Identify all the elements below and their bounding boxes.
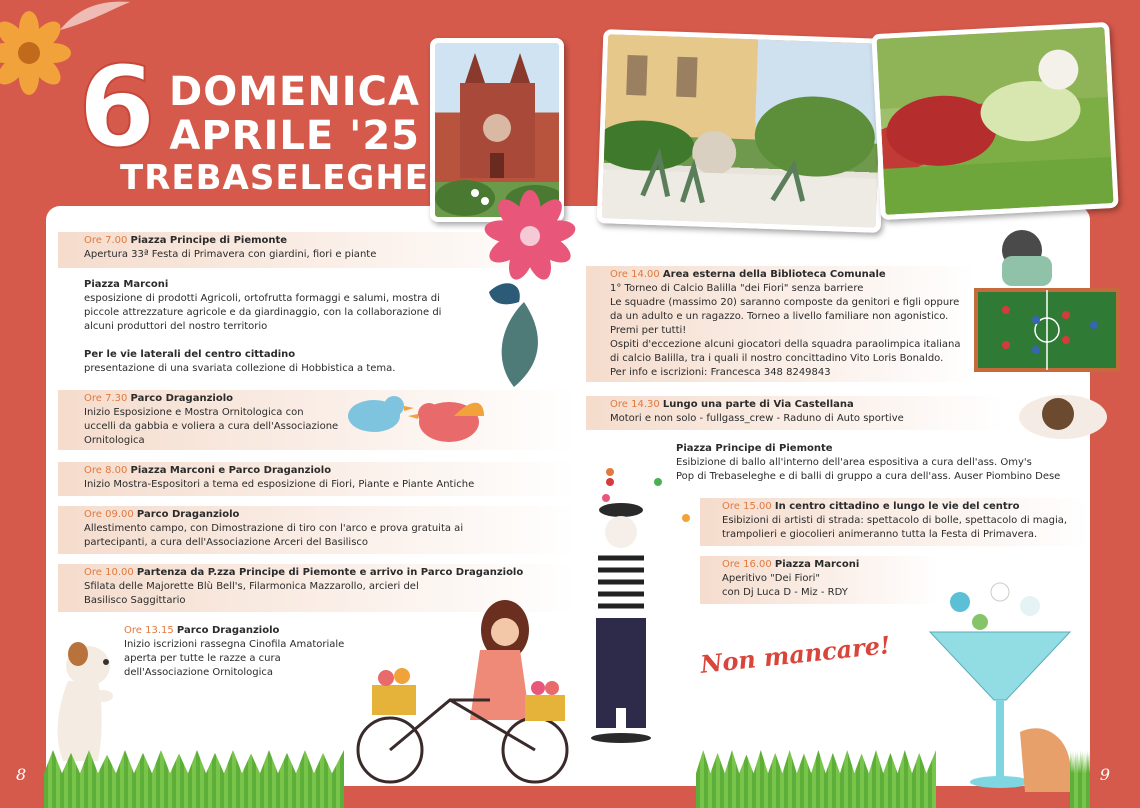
event-description: Sfilata delle Majorette Blù Bell's, Filarmonica Mazzarollo, arcieri del [84, 581, 419, 592]
month-year: APRILE '25 [169, 113, 420, 159]
event-15-00 [700, 498, 1090, 546]
event-place: Piazza Marconi [774, 559, 860, 570]
ball-icon [1018, 392, 1108, 442]
event-description: alcuni produttori del nostro territorio [84, 321, 268, 332]
event-place: Parco Draganziolo [176, 625, 280, 636]
event-description: Allestimento campo, con Dimostrazione di tiro con l'arco e prova gratuita ai [84, 523, 464, 534]
event-8-00 [58, 462, 578, 496]
leaf-icon [60, 0, 130, 40]
event-time: Ore 7.00 [84, 235, 128, 246]
event-description: Apertura 33ª Festa di Primavera con giardini, fiori e piante [84, 249, 377, 260]
event-description: presentazione di una svariata collezione di Hobbistica a tema. [84, 363, 396, 374]
cyclist-icon [350, 590, 580, 790]
event-description: Le squadre (massimo 20) saranno composte da genitori e figli oppure [610, 297, 960, 308]
event-description: Motori e non solo - fullgass_crew - Raduno di Auto sportive [610, 413, 904, 424]
pink-flower-icon [484, 192, 584, 392]
event-time: Ore 10.00 [84, 567, 134, 578]
event-place: Parco Draganziolo [130, 393, 233, 404]
weekday: DOMENICA [168, 69, 420, 115]
slogan: Non mancare! [699, 630, 892, 679]
mime-juggler-icon [566, 500, 716, 750]
cocktail-glass-icon [930, 582, 1070, 792]
event-description: Esibizioni di artisti di strada: spettacolo di bolle, spettacolo di magia, [722, 515, 1068, 526]
event-time: Ore 13.15 [124, 625, 174, 636]
event-time: Ore 16.00 [722, 559, 772, 570]
event-description: Ornitologica [84, 435, 145, 446]
page-number-left: 8 [16, 765, 27, 784]
event-dance [676, 442, 1096, 484]
event-description: Aperitivo "Dei Fiori" [722, 573, 820, 584]
event-piazza-marconi [84, 278, 504, 334]
event-description: esposizione di prodotti Agricoli, ortofrutta formaggi e salumi, mostra di [84, 293, 440, 304]
event-description: dell'Associazione Ornitologica [124, 667, 274, 678]
event-day-number: 6 [78, 43, 156, 173]
event-description: 1° Torneo di Calcio Balilla "dei Fiori" senza barriere [610, 283, 864, 294]
event-place: Piazza Marconi e Parco Draganziolo [130, 465, 332, 476]
foosball-table-icon [976, 220, 1126, 390]
birds-icon [334, 386, 494, 450]
event-description: Per info e iscrizioni: Francesca 348 8249843 [610, 367, 831, 378]
event-description: Premi per tutti! [610, 325, 687, 336]
event-description: partecipanti, a cura dell'Associazione Arceri del Basilisco [84, 537, 369, 548]
event-9-00 [58, 506, 578, 554]
event-description: Inizio Esposizione e Mostra Ornitologica con [84, 407, 304, 418]
garden-photo [597, 29, 888, 233]
event-place: Lungo una parte di Via Castellana [662, 399, 854, 410]
event-time: Ore 14.00 [610, 269, 660, 280]
event-description: Pop di Trebaseleghe e di balli di gruppo a cura dell'ass. Auser Piombino Dese [676, 471, 1061, 482]
page-number-right: 9 [1099, 765, 1110, 784]
event-description: aperta per tutte le razze a cura [124, 653, 281, 664]
dog-icon [28, 636, 118, 766]
event-place: Partenza da P.zza Principe di Piemonte e arrivo in Parco Draganziolo [136, 567, 524, 578]
event-7-30 [58, 390, 578, 450]
event-description: di calcio Balilla, tra i quali il nostro concittadino Vito Loris Bonaldo. [610, 353, 944, 364]
event-place: Piazza Principe di Piemonte [676, 443, 833, 454]
event-time: Ore 14.30 [610, 399, 660, 410]
event-place: Piazza Principe di Piemonte [130, 235, 288, 246]
event-description: uccelli da gabbia e voliera a cura dell'Associazione [84, 421, 339, 432]
event-time: Ore 09.00 [84, 509, 134, 520]
event-place: In centro cittadino e lungo le vie del centro [774, 501, 1020, 512]
event-date-heading [120, 69, 430, 198]
event-place: Per le vie laterali del centro cittadino [84, 349, 296, 360]
event-description: trampolieri e giocolieri animeranno tutta la Festa di Primavera. [722, 529, 1038, 540]
event-16-00 [700, 556, 940, 604]
event-description: Basilisco Saggittario [84, 595, 186, 606]
event-description: piccole attrezzature agricole e da giardinaggio, con la collaborazione di [84, 307, 442, 318]
event-time: Ore 15.00 [722, 501, 772, 512]
event-14-00 [586, 266, 976, 382]
event-place: Area esterna della Biblioteca Comunale [662, 269, 886, 280]
event-description: Inizio Mostra-Espositori a tema ed esposizione di Fiori, Piante e Piante Antiche [84, 479, 475, 490]
event-time: Ore 7.30 [84, 393, 128, 404]
flowerbed-photo [871, 22, 1118, 220]
event-14-30 [586, 396, 1006, 430]
event-description: con Dj Luca D - Miz - RDY [722, 587, 848, 598]
event-description: da un adulto e un ragazzo. Torneo a livello familiare non agonistico. [610, 311, 949, 322]
event-description: Ospiti d'eccezione alcuni giocatori della squadra paraolimpica italiana [610, 339, 961, 350]
event-time: Ore 8.00 [84, 465, 128, 476]
event-description: Inizio iscrizioni rassegna Cinofila Amatoriale [124, 639, 345, 650]
event-hobbistica [84, 348, 504, 376]
event-place: Parco Draganziolo [136, 509, 240, 520]
town-name: TREBASELEGHE [120, 158, 430, 198]
event-description: Esibizione di ballo all'interno dell'area espositiva a cura dell'ass. Omy's [676, 457, 1032, 468]
event-place: Piazza Marconi [84, 279, 169, 290]
juggling-balls-icon [600, 462, 680, 522]
